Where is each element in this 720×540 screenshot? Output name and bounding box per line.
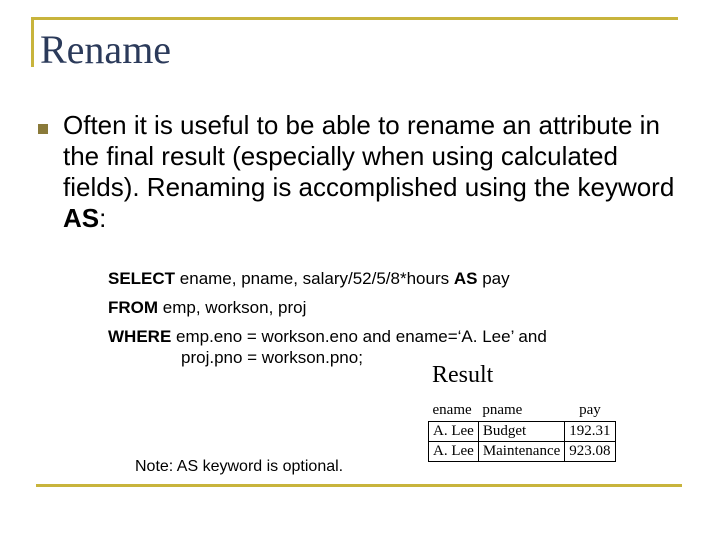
sql-from-keyword: FROM [108, 298, 159, 317]
result-cell-pay: 923.08 [565, 442, 615, 462]
sql-select-keyword: SELECT [108, 269, 176, 288]
result-table [428, 400, 616, 462]
result-header-pname: pname [478, 400, 564, 422]
bullet-text-body: Often it is useful to be able to rename an attribute in the final result (especially when using calculated fields). Renaming is accomplished using the keyword [63, 110, 675, 202]
sql-select-line [108, 264, 547, 293]
bullet-text-end: : [99, 203, 107, 233]
result-header-row [429, 400, 616, 422]
result-cell-ename: A. Lee [429, 442, 479, 462]
sql-where-continuation: proj.pno = workson.pno; [181, 348, 363, 367]
frame-top-line [32, 17, 678, 20]
table-row [429, 422, 616, 442]
sql-query [108, 264, 547, 372]
bullet-keyword: AS [63, 203, 100, 233]
sql-from-line [108, 293, 547, 322]
result-header-pay: pay [565, 400, 615, 422]
slide-title: Rename [40, 27, 172, 72]
sql-where-condition: emp.eno = workson.eno and ename=‘A. Lee’ and [171, 327, 547, 346]
result-header-ename: ename [429, 400, 479, 422]
note-text: Note: AS keyword is optional. [135, 458, 344, 475]
sql-select-columns: ename, pname, salary/52/5/8*hours [175, 269, 454, 288]
bullet-text [63, 110, 693, 234]
sql-from-tables: emp, workson, proj [158, 298, 307, 317]
result-cell-pay: 192.31 [565, 422, 615, 442]
table-row [429, 442, 616, 462]
result-title: Result [432, 362, 494, 388]
sql-alias: pay [477, 269, 510, 288]
bullet-square-icon [38, 124, 48, 134]
frame-left-line [31, 17, 34, 67]
result-cell-ename: A. Lee [429, 422, 479, 442]
frame-bottom-line [36, 484, 682, 487]
result-cell-pname: Budget [478, 422, 564, 442]
sql-as-keyword: AS [453, 269, 478, 288]
result-cell-pname: Maintenance [478, 442, 564, 462]
sql-where-keyword: WHERE [108, 327, 172, 346]
